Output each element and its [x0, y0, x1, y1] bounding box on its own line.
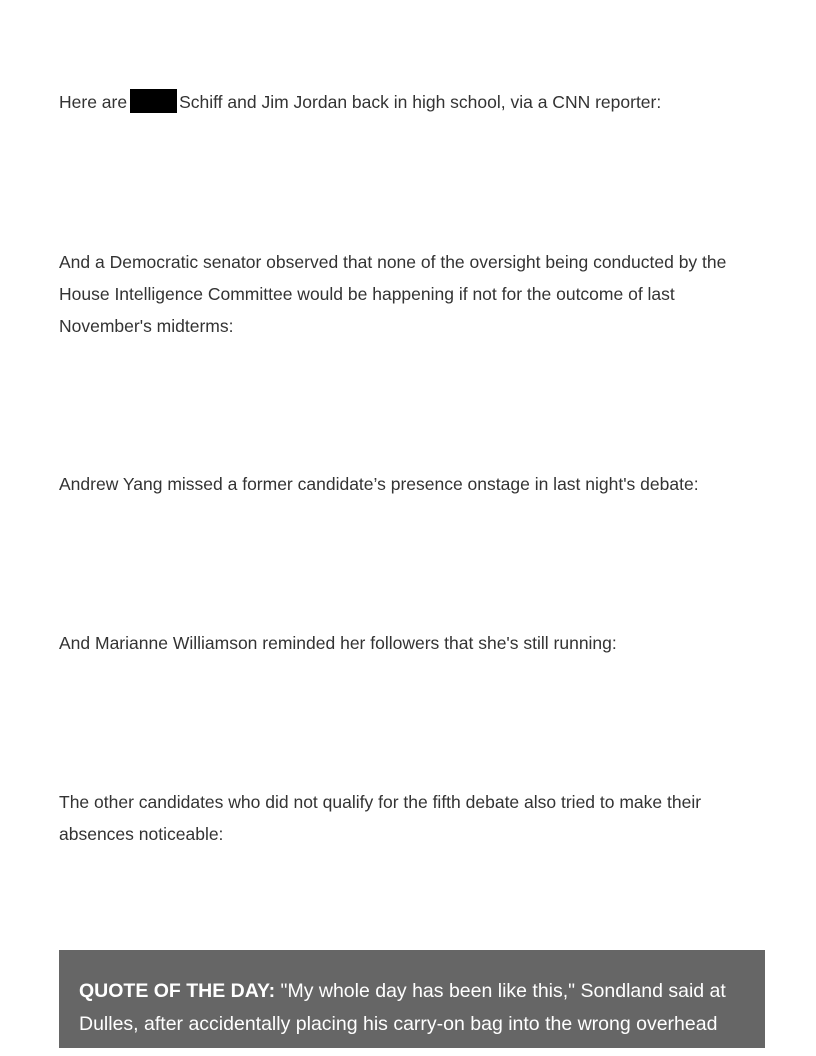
paragraph-schiff-jordan	[59, 86, 759, 118]
quote-of-the-day-body: "My whole day has been like this," Sondland said at Dulles, after accidentally placing his carry-on bag into the wrong overhead	[79, 980, 726, 1035]
quote-of-the-day-text	[79, 975, 745, 1041]
paragraph-schiff-jordan-start: Here are	[59, 92, 128, 112]
quote-of-the-day-label: QUOTE OF THE DAY:	[79, 980, 276, 1002]
paragraph-democratic-senator: And a Democratic senator observed that none of the oversight being conducted by the House Intelligence Committee would be happening if not for the outcome of last November's midterms:	[59, 252, 727, 336]
paragraph-other-candidates: The other candidates who did not qualify for the fifth debate also tried to make their absences noticeable:	[59, 792, 702, 844]
quote-of-the-day-box	[59, 950, 765, 1048]
paragraph-marianne-williamson: And Marianne Williamson reminded her followers that she's still running:	[59, 633, 617, 653]
redaction-block	[130, 89, 177, 113]
paragraph-andrew-yang: Andrew Yang missed a former candidate’s presence onstage in last night's debate:	[59, 474, 699, 494]
paragraph-schiff-jordan-end: Schiff and Jim Jordan back in high school, via a CNN reporter:	[179, 92, 662, 112]
